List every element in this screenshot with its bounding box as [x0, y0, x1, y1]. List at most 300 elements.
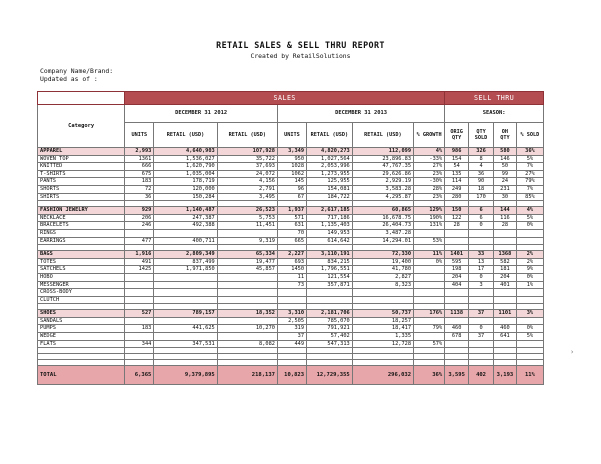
band-row [38, 92, 544, 105]
row-value: 247,387 [154, 214, 217, 222]
row-value [494, 317, 517, 325]
row-label: HOBO [38, 273, 125, 281]
row-value [154, 296, 217, 304]
row-value: 2% [516, 258, 543, 266]
row-value: 37 [469, 310, 494, 318]
sell-thru-band: SELL THRU [445, 92, 544, 105]
row-value [469, 229, 494, 237]
row-value: 929 [125, 207, 154, 215]
row-value: 1028 [277, 163, 306, 171]
subcategory-row [38, 258, 544, 266]
subcategory-row [38, 273, 544, 281]
row-value: 23,896.83 [352, 155, 413, 163]
row-value: 1401 [445, 251, 469, 259]
row-value: 27% [414, 163, 445, 171]
row-value: 37 [469, 333, 494, 341]
row-value: 0% [414, 258, 445, 266]
row-value: 571 [277, 214, 306, 222]
row-value: 1,140,487 [154, 207, 217, 215]
season-header: SEASON: [445, 105, 544, 123]
row-value [516, 296, 543, 304]
row-value [414, 333, 445, 341]
row-value: 146 [494, 155, 517, 163]
row-value [516, 340, 543, 348]
row-value: 114 [445, 178, 469, 186]
row-value: 1,035,004 [154, 170, 217, 178]
row-value: 11% [414, 251, 445, 259]
row-value: 47,767.35 [352, 163, 413, 171]
row-value: 184,722 [307, 193, 353, 201]
row-value [277, 296, 306, 304]
row-value: 4,156 [217, 178, 277, 186]
row-value: 36% [414, 366, 445, 385]
row-value: 65,334 [217, 251, 277, 259]
row-value [217, 289, 277, 297]
row-value: 122 [445, 214, 469, 222]
period-2012-header: DECEMBER 31 2012 [125, 105, 278, 123]
row-value: 1368 [494, 251, 517, 259]
row-value: 3,310 [277, 310, 306, 318]
row-value: 29,626.86 [352, 170, 413, 178]
row-value: 79% [414, 325, 445, 333]
row-value: 693 [277, 258, 306, 266]
row-value: 0% [516, 273, 543, 281]
row-value: 14,294.01 [352, 237, 413, 245]
row-value: 8 [469, 155, 494, 163]
row-label: PUMPS [38, 325, 125, 333]
row-value: 183 [125, 178, 154, 186]
row-value: 16,678.75 [352, 214, 413, 222]
row-value [469, 296, 494, 304]
row-value [217, 333, 277, 341]
report-title: RETAIL SALES & SELL THRU REPORT [216, 40, 385, 50]
total-row [38, 366, 544, 385]
row-value: 50 [494, 163, 517, 171]
row-value: 1% [516, 281, 543, 289]
row-value: 1,620,790 [154, 163, 217, 171]
row-value: 1,937 [277, 207, 306, 215]
row-value: 837,499 [154, 258, 217, 266]
row-value [414, 266, 445, 274]
row-value: 144 [494, 207, 517, 215]
subcategory-row [38, 281, 544, 289]
row-value: 401 [494, 281, 517, 289]
row-value [125, 273, 154, 281]
row-value [445, 340, 469, 348]
row-value: 404 [445, 281, 469, 289]
row-value [154, 273, 217, 281]
col-retail-usd-2012: RETAIL (USD) [217, 123, 277, 148]
row-value [125, 281, 154, 289]
row-value: 2,929.19 [352, 178, 413, 186]
row-value [445, 237, 469, 245]
row-value: 45,857 [217, 266, 277, 274]
row-label: SANDALS [38, 317, 125, 325]
col-units-2012: UNITS [125, 123, 154, 148]
col-orig-qty: ORIG QTY [445, 123, 469, 148]
row-value: 12,728 [352, 340, 413, 348]
row-value: 582 [494, 258, 517, 266]
row-value [352, 289, 413, 297]
subcategory-row [38, 163, 544, 171]
row-label: BAGS [38, 251, 125, 259]
row-value: 149,953 [307, 229, 353, 237]
row-value: 449 [277, 340, 306, 348]
row-value [217, 229, 277, 237]
row-value: 120,000 [154, 185, 217, 193]
row-label: WEDGE [38, 333, 125, 341]
row-value: 4,640,903 [154, 148, 217, 156]
row-value: 57% [414, 340, 445, 348]
row-value: 1,135,403 [307, 222, 353, 230]
row-value: 37,693 [217, 163, 277, 171]
row-value: 170 [469, 193, 494, 201]
row-value [154, 289, 217, 297]
row-value: 789,157 [154, 310, 217, 318]
row-value: 145 [277, 178, 306, 186]
row-value: 99 [494, 170, 517, 178]
row-value: 198 [445, 266, 469, 274]
row-value: 60,865 [352, 207, 413, 215]
row-value: 834,215 [307, 258, 353, 266]
subcategory-row [38, 229, 544, 237]
row-value [414, 229, 445, 237]
row-value: 150,284 [154, 193, 217, 201]
row-value: 26,523 [217, 207, 277, 215]
row-value: 131% [414, 222, 445, 230]
row-value: 641 [494, 333, 517, 341]
col-growth: % GROWTH [414, 123, 445, 148]
row-value: 90 [469, 178, 494, 186]
row-value: 3,110,191 [307, 251, 353, 259]
row-value: 183 [125, 325, 154, 333]
margin-mark: › [570, 348, 575, 356]
col-retail-2013: RETAIL (USD) [307, 123, 353, 148]
row-label: SHORTS [38, 185, 125, 193]
row-value: 0 [469, 222, 494, 230]
row-value: 547,313 [307, 340, 353, 348]
row-value: 11 [277, 273, 306, 281]
row-value: 154,081 [307, 185, 353, 193]
row-value [154, 281, 217, 289]
row-value: 986 [445, 148, 469, 156]
row-value [516, 317, 543, 325]
subcategory-row [38, 185, 544, 193]
row-value [125, 317, 154, 325]
subcategory-row [38, 170, 544, 178]
row-value [516, 237, 543, 245]
subcategory-row [38, 266, 544, 274]
category-row [38, 251, 544, 259]
row-value [414, 289, 445, 297]
row-value: 4% [516, 207, 543, 215]
row-value: 1425 [125, 266, 154, 274]
row-value: 70 [277, 229, 306, 237]
row-value: 400,711 [154, 237, 217, 245]
row-value [516, 229, 543, 237]
row-value: 72,330 [352, 251, 413, 259]
row-value: 1,027,564 [307, 155, 353, 163]
row-label: SATCHELS [38, 266, 125, 274]
updated-as-of-label: Updated as of : [40, 75, 98, 83]
row-value: 3,349 [277, 148, 306, 156]
row-value [516, 289, 543, 297]
row-value: 280 [445, 193, 469, 201]
row-value: 27% [516, 170, 543, 178]
row-value: 319 [277, 325, 306, 333]
row-label: BRACELETS [38, 222, 125, 230]
row-value: 2,181,706 [307, 310, 353, 318]
row-value [494, 237, 517, 245]
row-value: 135 [445, 170, 469, 178]
row-value [217, 296, 277, 304]
row-value: 4% [414, 148, 445, 156]
col-qty-sold: QTY SOLD [469, 123, 494, 148]
sales-report-table [37, 91, 544, 385]
row-value: 249 [445, 185, 469, 193]
row-value [469, 289, 494, 297]
row-value [445, 289, 469, 297]
row-value: 19,400 [352, 258, 413, 266]
row-value [414, 281, 445, 289]
row-value: 477 [125, 237, 154, 245]
row-label: TOTAL [38, 366, 125, 385]
row-value: 3% [516, 310, 543, 318]
row-value [445, 229, 469, 237]
row-value: 3,595 [445, 366, 469, 385]
row-value: 1,273,955 [307, 170, 353, 178]
col-retail-2012: RETAIL (USD) [154, 123, 217, 148]
row-value: 595 [445, 258, 469, 266]
row-label: TOTES [38, 258, 125, 266]
col-retail-usd-2013: RETAIL (USD) [352, 123, 413, 148]
row-value: 12,729,355 [307, 366, 353, 385]
row-value: 1138 [445, 310, 469, 318]
row-label: SHOES [38, 310, 125, 318]
row-value: 631 [277, 222, 306, 230]
row-value [125, 289, 154, 297]
row-value: 441,625 [154, 325, 217, 333]
subcategory-row [38, 325, 544, 333]
row-value: 2,053,996 [307, 163, 353, 171]
row-value [469, 340, 494, 348]
row-label: CLUTCH [38, 296, 125, 304]
row-value [307, 289, 353, 297]
row-value: 36 [125, 193, 154, 201]
row-value: 1,971,850 [154, 266, 217, 274]
sales-band: SALES [125, 92, 445, 105]
row-value: 347,531 [154, 340, 217, 348]
row-value: 580 [494, 148, 517, 156]
row-value [125, 296, 154, 304]
col-oh-qty: OH QTY [494, 123, 517, 148]
row-value: 1,335 [352, 333, 413, 341]
subcategory-row [38, 296, 544, 304]
row-value: 218,137 [217, 366, 277, 385]
row-value: -33% [414, 155, 445, 163]
row-value: 8,323 [352, 281, 413, 289]
row-value: 3 [469, 281, 494, 289]
row-value: 85% [516, 193, 543, 201]
report-subtitle: Created by RetailSolutions [250, 52, 351, 60]
row-value: 344 [125, 340, 154, 348]
row-value: 204 [445, 273, 469, 281]
row-value [445, 317, 469, 325]
row-value: 6 [469, 207, 494, 215]
row-label: RINGS [38, 229, 125, 237]
row-value: 0% [516, 325, 543, 333]
row-value: 7% [516, 163, 543, 171]
row-value: 0 [469, 325, 494, 333]
row-label: APPAREL [38, 148, 125, 156]
row-value: 460 [494, 325, 517, 333]
row-label: EARRINGS [38, 237, 125, 245]
period-2013-header: DECEMBER 31 2013 [277, 105, 444, 123]
row-value: 36 [469, 170, 494, 178]
subcategory-row [38, 178, 544, 186]
row-value: 116 [494, 214, 517, 222]
row-value: 107,928 [217, 148, 277, 156]
row-value: 675 [125, 170, 154, 178]
row-value: 28 [494, 222, 517, 230]
row-value [494, 229, 517, 237]
row-value: 67 [277, 193, 306, 201]
subcategory-row [38, 333, 544, 341]
row-value: 6 [469, 214, 494, 222]
row-value: 2,809,349 [154, 251, 217, 259]
row-value: 35,722 [217, 155, 277, 163]
row-value: 23% [414, 193, 445, 201]
row-value: 36% [516, 148, 543, 156]
row-value: 11% [516, 366, 543, 385]
subcategory-row [38, 340, 544, 348]
row-value: 23% [414, 170, 445, 178]
row-value: 2,827 [352, 273, 413, 281]
row-value: 527 [125, 310, 154, 318]
row-value: 2,617,185 [307, 207, 353, 215]
row-value: 2% [516, 251, 543, 259]
row-label: KNITTED [38, 163, 125, 171]
row-value: 33 [469, 251, 494, 259]
row-value: 2,505 [277, 317, 306, 325]
row-value: 73 [277, 281, 306, 289]
row-value [469, 317, 494, 325]
row-value [217, 317, 277, 325]
row-value [154, 333, 217, 341]
row-value: 5% [516, 214, 543, 222]
row-value: 4 [469, 163, 494, 171]
row-value: 181 [494, 266, 517, 274]
row-value: 0% [516, 222, 543, 230]
row-label: T-SHIRTS [38, 170, 125, 178]
row-value [494, 340, 517, 348]
period-header-row [38, 105, 544, 123]
row-value: 17 [469, 266, 494, 274]
row-value: 72 [125, 185, 154, 193]
row-value: 10,823 [277, 366, 306, 385]
category-row [38, 148, 544, 156]
row-label: CROSS-BODY [38, 289, 125, 297]
band-blank-cell [38, 92, 125, 105]
subcategory-row [38, 214, 544, 222]
subcategory-row [38, 289, 544, 297]
row-value: 28% [414, 185, 445, 193]
row-value: 154 [445, 155, 469, 163]
row-label: FLATS [38, 340, 125, 348]
subcategory-row [38, 317, 544, 325]
row-value: 28 [445, 222, 469, 230]
row-value: 121,554 [307, 273, 353, 281]
row-value [125, 229, 154, 237]
row-value: 24,072 [217, 170, 277, 178]
row-value: 2,227 [277, 251, 306, 259]
row-value [494, 289, 517, 297]
row-value: 9% [516, 266, 543, 274]
row-value: 492,388 [154, 222, 217, 230]
row-value: 129% [414, 207, 445, 215]
row-value: 18,352 [217, 310, 277, 318]
row-value: 950 [277, 155, 306, 163]
subcategory-row [38, 193, 544, 201]
row-value: 2,791 [217, 185, 277, 193]
row-value: 5,753 [217, 214, 277, 222]
row-value: 125,955 [307, 178, 353, 186]
category-header: Category [38, 105, 125, 148]
row-value: 1101 [494, 310, 517, 318]
row-value [125, 333, 154, 341]
row-value: 357,871 [307, 281, 353, 289]
row-value: 1,916 [125, 251, 154, 259]
row-value: 5% [516, 333, 543, 341]
row-value: 204 [494, 273, 517, 281]
row-value [414, 317, 445, 325]
row-value: 19,477 [217, 258, 277, 266]
row-value [277, 289, 306, 297]
row-value: 246 [125, 222, 154, 230]
row-value: 717,186 [307, 214, 353, 222]
row-value: 150 [445, 207, 469, 215]
subcategory-row [38, 222, 544, 230]
row-value: 785,070 [307, 317, 353, 325]
row-value: -30% [414, 178, 445, 186]
row-value: 18,417 [352, 325, 413, 333]
row-value: 79% [516, 178, 543, 186]
row-value: 3,583.28 [352, 185, 413, 193]
row-value: 18,257 [352, 317, 413, 325]
row-value: 614,642 [307, 237, 353, 245]
row-value: 3,193 [494, 366, 517, 385]
row-value: 6,365 [125, 366, 154, 385]
row-value: 18 [469, 185, 494, 193]
subcategory-row [38, 155, 544, 163]
row-value: 231 [494, 185, 517, 193]
row-value: 4,295.87 [352, 193, 413, 201]
row-value: 791,921 [307, 325, 353, 333]
row-label: PANTS [38, 178, 125, 186]
row-value: 24 [494, 178, 517, 186]
row-value: 0 [469, 273, 494, 281]
row-value: 2,993 [125, 148, 154, 156]
row-value: 10,270 [217, 325, 277, 333]
row-value: 3,495 [217, 193, 277, 201]
row-value: 9,379,895 [154, 366, 217, 385]
row-value: 176% [414, 310, 445, 318]
company-name-label: Company Name/Brand: [40, 67, 114, 75]
row-value: 460 [445, 325, 469, 333]
row-value [154, 317, 217, 325]
row-value: 666 [125, 163, 154, 171]
row-value: 13 [469, 258, 494, 266]
